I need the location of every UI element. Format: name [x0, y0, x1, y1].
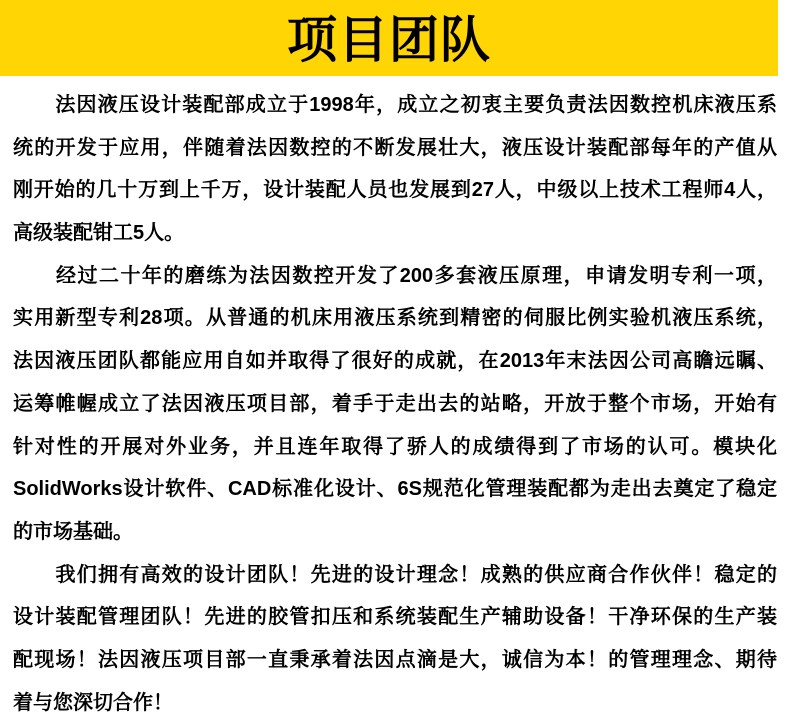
paragraph-line: 针对性的开展对外业务，并且连年取得了骄人的成绩得到了市场的认可。模块化: [13, 435, 777, 458]
paragraph-line: 法因液压团队都能应用自如并取得了很好的成就，在2013年末法因公司高瞻远瞩、: [13, 350, 777, 373]
paragraph-line: 经过二十年的磨练为法因数控开发了200多套液压原理，申请发明专利一项，: [13, 264, 777, 287]
paragraph-line: 我们拥有高效的设计团队！先进的设计理念！成熟的供应商合作伙伴！稳定的: [13, 563, 777, 586]
paragraph-line: 着与您深切合作！: [13, 691, 173, 714]
paragraph-line: 配现场！法因液压项目部一直秉承着法因点滴是大，诚信为本！的管理理念、期待: [13, 648, 777, 671]
header-banner: [0, 0, 778, 76]
paragraph-line: 统的开发于应用，伴随着法因数控的不断发展壮大，液压设计装配部每年的产值从: [13, 136, 777, 159]
page-title: 项目团队: [287, 12, 491, 68]
body-text: [0, 76, 790, 719]
paragraph-line: 设计装配管理团队！先进的胶管扣压和系统装配生产辅助设备！干净环保的生产装: [13, 606, 777, 629]
paragraph-line: SolidWorks设计软件、CAD标准化设计、6S规范化管理装配都为走出去奠定了稳定: [13, 478, 777, 501]
paragraph-line: 实用新型专利28项。从普通的机床用液压系统到精密的伺服比例实验机液压系统，: [13, 307, 777, 330]
paragraph-line: 法因液压设计装配部成立于1998年，成立之初衷主要负责法因数控机床液压系: [13, 94, 777, 116]
paragraph-line: 刚开始的几十万到上千万，设计装配人员也发展到27人，中级以上技术工程师4人，: [13, 179, 777, 202]
paragraph-line: 高级装配钳工5人。: [13, 222, 185, 245]
paragraph-line: 的市场基础。: [13, 520, 133, 543]
paragraph-line: 运筹帷幄成立了法因液压项目部，着手于走出去的站略，开放于整个市场，开始有: [13, 392, 777, 415]
